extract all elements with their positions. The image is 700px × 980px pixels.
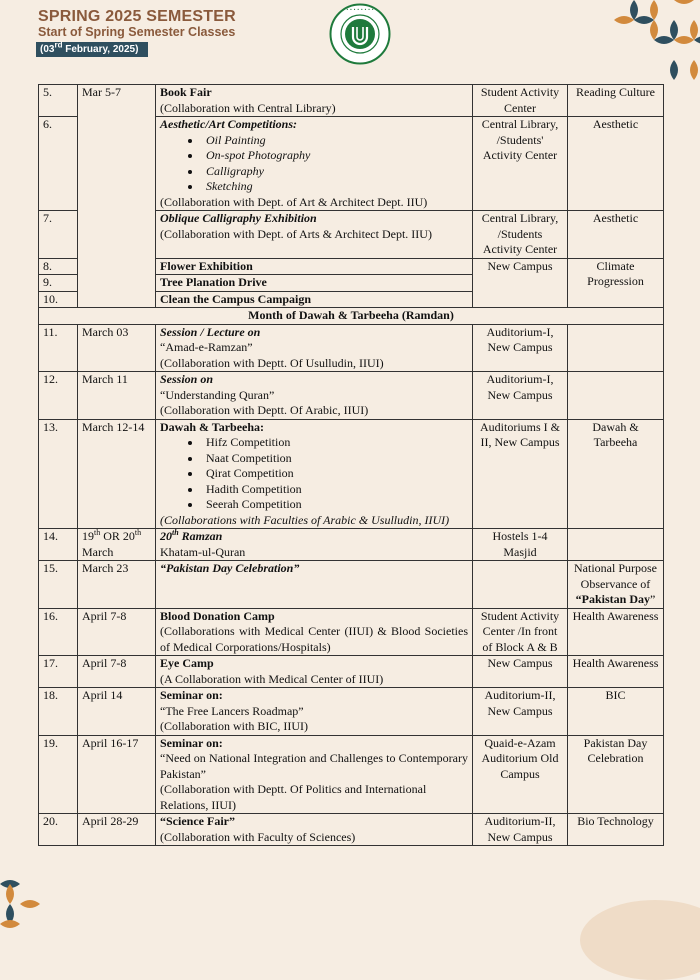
decorative-blob [580,900,700,980]
category-cell: Health Awareness [568,656,664,688]
event-topic: “Understanding Quran” [160,387,275,402]
category-cell: Health Awareness [568,608,664,656]
row-number: 17. [39,656,78,688]
category-cell: Reading Culture [568,85,664,117]
row-number: 11. [39,324,78,372]
category-end: ” [650,592,656,606]
event-title: Aesthetic/Art Competitions: [160,117,298,131]
event-cell [156,529,473,561]
event-collab: (Collaborations with Medical Center (IIUI) & Blood Societies of Medical Corporations/Hospitals) [160,624,468,654]
table-row [39,561,664,609]
row-number: 13. [39,419,78,529]
date-badge [36,42,148,57]
row-date: April 16-17 [78,735,156,814]
table-row [39,529,664,561]
event-collab: (Collaboration with Deptt. Of Politics and International Relations, IIUI) [160,782,427,812]
venue-cell [473,561,568,609]
event-title: Seminar on: [160,735,223,750]
date-suffix: February, 2025) [62,44,139,55]
event-title: Seminar on: [160,688,223,702]
row-date [78,529,156,561]
table-row [39,688,664,736]
row-date: March 12-14 [78,419,156,529]
row-number: 20. [39,814,78,846]
event-collab: (Collaboration with Faculty of Sciences) [160,829,356,844]
category-cell: Dawah & Tarbeeha [568,419,664,529]
event-title: “Science Fair” [160,814,235,828]
svg-text:• • • • • • • •: • • • • • • • • [346,7,374,12]
university-seal-logo [329,3,391,65]
row-number: 12. [39,372,78,420]
category-text: National Purpose Observance of [574,561,657,591]
venue-cell: Auditorium-I, New Campus [473,324,568,372]
category-cell: Aesthetic [568,117,664,211]
venue-cell: Auditorium-I, New Campus [473,372,568,420]
venue-cell: New Campus [473,258,568,308]
row-date: April 7-8 [78,656,156,688]
venue-cell: Auditoriums I & II, New Campus [473,419,568,529]
title-sup: th [172,528,179,537]
date-part: March [82,544,114,559]
event-collab: (Collaboration with Dept. of Arts & Architect Dept. IIU) [160,226,432,241]
event-cell [156,608,473,656]
event-topic: Khatam-ul-Quran [160,544,246,559]
venue-cell: Auditorium-II, New Campus [473,688,568,736]
date-sup: th [134,528,142,537]
event-title: Oblique Calligraphy Exhibition [160,211,317,225]
event-title: Blood Donation Camp [160,608,275,623]
date-part: 19 [82,529,94,543]
row-number: 5. [39,85,78,117]
list-item: • Naat Competition [202,451,468,467]
event-topic: “Amad-e-Ramzan” [160,340,253,354]
page-subtitle: Start of Spring Semester Classes [38,25,236,39]
category-cell: Pakistan Day Celebration [568,735,664,814]
venue-cell: Auditorium-II, New Campus [473,814,568,846]
row-number: 7. [39,211,78,259]
event-collab: (Collaboration with Deptt. Of Arabic, IIUI) [160,403,369,417]
row-date: April 28-29 [78,814,156,846]
category-cell [568,529,664,561]
row-date: March 23 [78,561,156,609]
row-date: Mar 5-7 [78,85,156,308]
event-collab: (Collaboration with Deptt. Of Usulludin, IIUI) [160,355,384,370]
category-cell [568,324,664,372]
date-part: OR 20 [100,529,135,543]
list-item: • Seerah Competition [202,497,468,513]
date-prefix: (03 [40,44,55,55]
row-number: 10. [39,291,78,308]
event-cell [156,735,473,814]
table-row [39,324,664,372]
event-title: “Pakistan Day Celebration” [156,561,473,609]
row-date: April 7-8 [78,608,156,656]
list-item: • Calligraphy [202,164,468,180]
category-cell [568,561,664,609]
corner-pattern-top-right [614,0,700,82]
corner-pattern-bottom-left [0,874,40,935]
table-row [39,656,664,688]
month-heading: Month of Dawah & Tarbeeha (Ramdan) [39,308,664,325]
row-date: March 11 [78,372,156,420]
title-rest: Ramzan [178,529,223,543]
category-cell: Bio Technology [568,814,664,846]
event-title: Tree Planation Drive [156,275,473,292]
event-title: Book Fair [160,85,212,99]
event-cell [156,688,473,736]
event-topic: “The Free Lancers Roadmap” [160,703,304,718]
schedule-table [38,84,664,846]
category-cell: Climate Progression [568,258,664,308]
event-cell [156,372,473,420]
list-item: • Qirat Competition [202,466,468,482]
table-row [39,814,664,846]
event-cell [156,324,473,372]
table-row [39,372,664,420]
event-collab: (Collaboration with BIC, IIUI) [160,719,308,733]
event-items-list [160,133,468,195]
category-cell: Aesthetic [568,211,664,259]
event-collab: (A Collaboration with Medical Center of IIUI) [160,671,384,686]
date-sup: th [94,528,101,537]
row-date: April 14 [78,688,156,736]
event-title: Flower Exhibition [156,258,473,275]
event-cell [156,117,473,211]
title-num: 20 [160,529,172,543]
row-date: March 03 [78,324,156,372]
page-title: SPRING 2025 SEMESTER [38,8,236,25]
list-item: • Hifz Competition [202,435,468,451]
event-title: Session on [160,372,214,386]
list-item: • Oil Painting [202,133,468,149]
event-collab: (Collaborations with Faculties of Arabic & Usulludin, IIUI) [160,512,450,527]
event-title: Session / Lecture on [160,324,261,339]
venue-cell: Quaid-e-Azam Auditorium Old Campus [473,735,568,814]
venue-cell: Student Activity Center [473,85,568,117]
list-item: • Sketching [202,179,468,195]
event-cell [156,656,473,688]
venue-cell: Hostels 1-4 Masjid [473,529,568,561]
event-items-list [160,435,468,513]
row-number: 15. [39,561,78,609]
event-title: Eye Camp [160,656,214,670]
row-number: 14. [39,529,78,561]
event-title: Clean the Campus Campaign [156,291,473,308]
event-cell [156,419,473,529]
section-heading-row [39,308,664,325]
row-number: 19. [39,735,78,814]
event-cell [156,85,473,117]
table-row [39,419,664,529]
list-item: • On-spot Photography [202,148,468,164]
venue-cell: New Campus [473,656,568,688]
event-cell [156,814,473,846]
event-topic: “Need on National Integration and Challenges to Contemporary Pakistan” [160,751,468,781]
category-cell [568,372,664,420]
row-number: 6. [39,117,78,211]
event-collab: (Collaboration with Central Library) [160,100,336,115]
table-row [39,735,664,814]
list-item: • Hadith Competition [202,482,468,498]
category-cell: BIC [568,688,664,736]
venue-cell: Central Library, /Students Activity Center [473,211,568,259]
row-number: 16. [39,608,78,656]
row-number: 18. [39,688,78,736]
category-bold: “Pakistan Day [575,592,650,606]
event-title: Dawah & Tarbeeha: [160,419,265,434]
event-title [160,529,468,545]
event-collab: (Collaboration with Dept. of Art & Architect Dept. IIU) [160,194,428,209]
date-sup: rd [54,40,63,50]
venue-cell: Central Library, /Students' Activity Center [473,117,568,211]
table-row [39,608,664,656]
row-number: 8. [39,258,78,275]
row-number: 9. [39,275,78,292]
event-cell [156,211,473,259]
table-row [39,85,664,117]
venue-cell: Student Activity Center /In front of Block A & B [473,608,568,656]
